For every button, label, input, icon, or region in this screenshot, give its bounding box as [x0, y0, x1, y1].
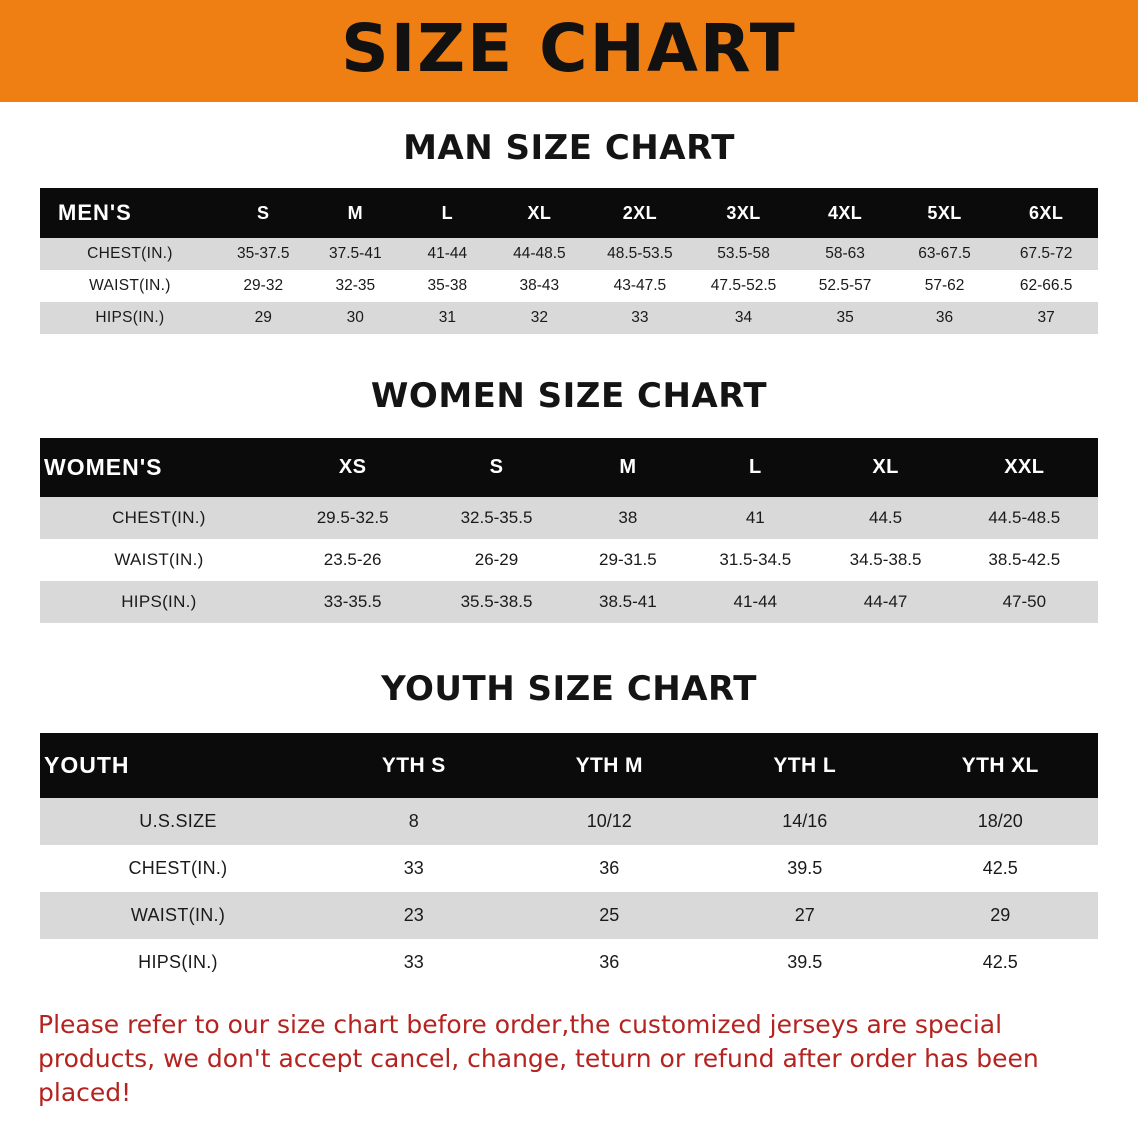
women-table-body [40, 497, 1098, 623]
disclaimer-note: Please refer to our size chart before order,the customized jerseys are special products, we don't accept cancel, change, teturn or refund after order has been placed! [38, 1010, 1039, 1107]
youth-header-cell-2: YTH M [511, 733, 707, 798]
page-title: SIZE CHART [341, 10, 797, 87]
man-row-2-cell-7: 36 [895, 302, 994, 334]
man-table-body [40, 238, 1098, 334]
man-header-cell-7: 4XL [795, 188, 894, 238]
man-row-2-cell-4: 33 [588, 302, 692, 334]
youth-header-cell-3: YTH L [707, 733, 903, 798]
women-row-1-cell-5: 38.5-42.5 [951, 539, 1098, 581]
youth-row-0-cell-0: 8 [316, 798, 512, 845]
man-row-1-cell-6: 52.5-57 [795, 270, 894, 302]
man-row-0-cell-6: 58-63 [795, 238, 894, 270]
youth-row-0-label: U.S.SIZE [40, 798, 316, 845]
man-row-0-cell-2: 41-44 [404, 238, 491, 270]
table-header-row [40, 438, 1098, 497]
youth-header-cell-0: YOUTH [40, 733, 316, 798]
man-row-1-cell-7: 57-62 [895, 270, 994, 302]
table-row [40, 845, 1098, 892]
man-header-cell-4: XL [491, 188, 588, 238]
man-row-0-cell-4: 48.5-53.5 [588, 238, 692, 270]
women-row-2-cell-1: 35.5-38.5 [427, 581, 565, 623]
man-row-1-cell-5: 47.5-52.5 [692, 270, 796, 302]
youth-row-1-cell-2: 39.5 [707, 845, 903, 892]
women-row-0-cell-3: 41 [690, 497, 820, 539]
women-table-wrap [40, 438, 1098, 623]
women-row-2-cell-3: 41-44 [690, 581, 820, 623]
youth-row-1-cell-0: 33 [316, 845, 512, 892]
women-row-1-label: WAIST(IN.) [40, 539, 278, 581]
man-row-1-label: WAIST(IN.) [40, 270, 220, 302]
women-row-1-cell-2: 29-31.5 [566, 539, 691, 581]
man-size-table [40, 188, 1098, 334]
man-row-0-label: CHEST(IN.) [40, 238, 220, 270]
youth-row-2-cell-0: 23 [316, 892, 512, 939]
man-row-2-cell-8: 37 [994, 302, 1098, 334]
table-row [40, 581, 1098, 623]
youth-row-3-cell-0: 33 [316, 939, 512, 986]
man-header-cell-1: S [220, 188, 307, 238]
header-banner [0, 0, 1138, 102]
table-row [40, 539, 1098, 581]
youth-row-2-cell-3: 29 [902, 892, 1098, 939]
man-row-1-cell-4: 43-47.5 [588, 270, 692, 302]
youth-row-3-cell-2: 39.5 [707, 939, 903, 986]
youth-table-body [40, 798, 1098, 986]
man-row-0-cell-1: 37.5-41 [307, 238, 404, 270]
women-row-1-cell-4: 34.5-38.5 [820, 539, 950, 581]
man-row-1-cell-1: 32-35 [307, 270, 404, 302]
women-row-0-cell-4: 44.5 [820, 497, 950, 539]
women-row-2-cell-2: 38.5-41 [566, 581, 691, 623]
women-row-1-cell-0: 23.5-26 [278, 539, 428, 581]
women-table-head [40, 438, 1098, 497]
man-table-wrap [40, 188, 1098, 334]
man-row-1-cell-8: 62-66.5 [994, 270, 1098, 302]
table-row [40, 270, 1098, 302]
man-row-1-cell-2: 35-38 [404, 270, 491, 302]
women-row-0-label: CHEST(IN.) [40, 497, 278, 539]
man-row-1-cell-0: 29-32 [220, 270, 307, 302]
table-row [40, 238, 1098, 270]
youth-row-0-cell-2: 14/16 [707, 798, 903, 845]
women-header-cell-2: S [427, 438, 565, 497]
women-row-2-label: HIPS(IN.) [40, 581, 278, 623]
women-row-1-cell-3: 31.5-34.5 [690, 539, 820, 581]
youth-table-head [40, 733, 1098, 798]
youth-row-0-cell-3: 18/20 [902, 798, 1098, 845]
women-size-table [40, 438, 1098, 623]
youth-row-2-label: WAIST(IN.) [40, 892, 316, 939]
youth-row-2-cell-2: 27 [707, 892, 903, 939]
women-header-cell-0: WOMEN'S [40, 438, 278, 497]
table-row [40, 798, 1098, 845]
youth-row-3-label: HIPS(IN.) [40, 939, 316, 986]
women-row-0-cell-2: 38 [566, 497, 691, 539]
women-header-cell-3: M [566, 438, 691, 497]
youth-row-1-cell-1: 36 [511, 845, 707, 892]
table-row [40, 302, 1098, 334]
man-row-0-cell-5: 53.5-58 [692, 238, 796, 270]
man-header-cell-6: 3XL [692, 188, 796, 238]
youth-row-2-cell-1: 25 [511, 892, 707, 939]
man-header-cell-2: M [307, 188, 404, 238]
women-row-1-cell-1: 26-29 [427, 539, 565, 581]
man-row-0-cell-7: 63-67.5 [895, 238, 994, 270]
man-row-2-label: HIPS(IN.) [40, 302, 220, 334]
man-table-head [40, 188, 1098, 238]
youth-size-table [40, 733, 1098, 986]
women-row-2-cell-4: 44-47 [820, 581, 950, 623]
man-row-2-cell-2: 31 [404, 302, 491, 334]
man-row-0-cell-3: 44-48.5 [491, 238, 588, 270]
man-header-cell-3: L [404, 188, 491, 238]
man-row-2-cell-6: 35 [795, 302, 894, 334]
man-row-0-cell-0: 35-37.5 [220, 238, 307, 270]
man-row-2-cell-5: 34 [692, 302, 796, 334]
women-header-cell-6: XXL [951, 438, 1098, 497]
man-row-0-cell-8: 67.5-72 [994, 238, 1098, 270]
man-header-cell-9: 6XL [994, 188, 1098, 238]
youth-row-0-cell-1: 10/12 [511, 798, 707, 845]
women-row-0-cell-0: 29.5-32.5 [278, 497, 428, 539]
women-header-cell-4: L [690, 438, 820, 497]
table-header-row [40, 733, 1098, 798]
man-section-title: MAN SIZE CHART [403, 128, 735, 168]
table-header-row [40, 188, 1098, 238]
man-row-2-cell-1: 30 [307, 302, 404, 334]
youth-row-1-label: CHEST(IN.) [40, 845, 316, 892]
women-row-2-cell-5: 47-50 [951, 581, 1098, 623]
youth-section-title: YOUTH SIZE CHART [381, 669, 757, 709]
man-row-1-cell-3: 38-43 [491, 270, 588, 302]
man-row-2-cell-3: 32 [491, 302, 588, 334]
youth-row-3-cell-3: 42.5 [902, 939, 1098, 986]
women-header-cell-1: XS [278, 438, 428, 497]
man-row-2-cell-0: 29 [220, 302, 307, 334]
youth-table-wrap [40, 733, 1098, 986]
table-row [40, 892, 1098, 939]
women-section-title: WOMEN SIZE CHART [370, 376, 768, 416]
youth-header-cell-1: YTH S [316, 733, 512, 798]
table-row [40, 497, 1098, 539]
youth-header-cell-4: YTH XL [902, 733, 1098, 798]
women-header-cell-5: XL [820, 438, 950, 497]
table-row [40, 939, 1098, 986]
man-header-cell-5: 2XL [588, 188, 692, 238]
youth-row-3-cell-1: 36 [511, 939, 707, 986]
youth-row-1-cell-3: 42.5 [902, 845, 1098, 892]
man-header-cell-0: MEN'S [40, 188, 220, 238]
man-header-cell-8: 5XL [895, 188, 994, 238]
women-row-2-cell-0: 33-35.5 [278, 581, 428, 623]
women-row-0-cell-5: 44.5-48.5 [951, 497, 1098, 539]
women-row-0-cell-1: 32.5-35.5 [427, 497, 565, 539]
